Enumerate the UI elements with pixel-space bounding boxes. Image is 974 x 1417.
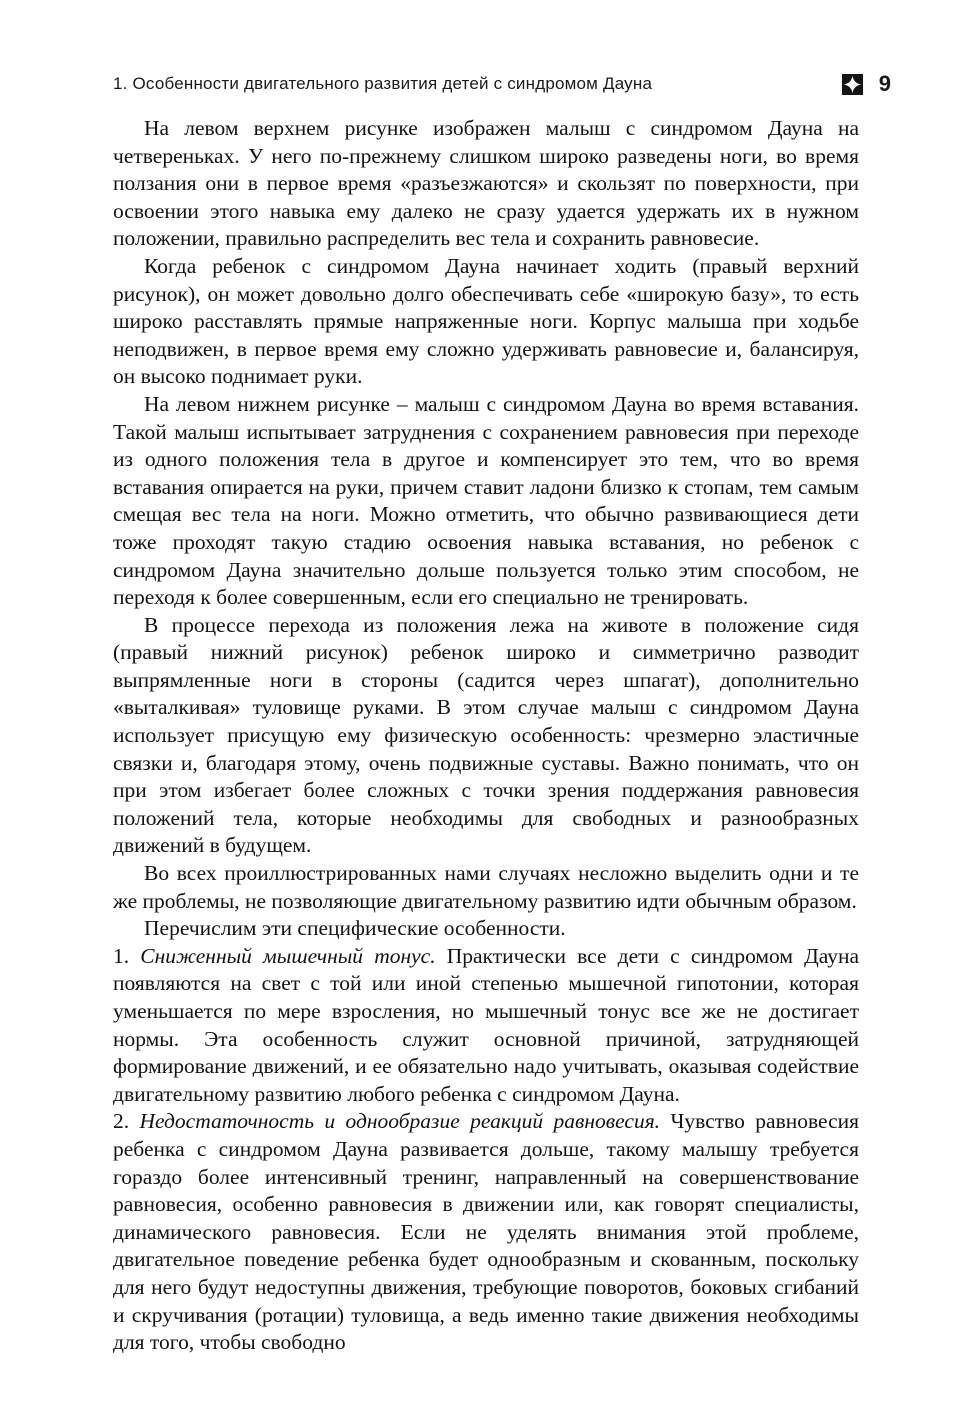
chapter-title: 1. Особенности двигательного развития детей с синдромом Дауна bbox=[113, 74, 653, 93]
paragraph-sitting-up: В процессе перехода из положения лежа на животе в положение сидя (правый нижний рисунок) ребенок широко и симметрично разводит выпрямленные ноги в стороны (садится через шпагат), дополнительно «выталкивая» туловище руками. В этом случае малыш с синдромом Дауна использует присущую ему физическую особенность: чрезмерно эластичные связки и, благодаря этому, очень подвижные суставы. Важно понимать, что он при этом избегает более сложных с точки зрения поддержания равновесия положений тела, которые необходимы для свободных и разнообразных движений в будущем. bbox=[113, 612, 859, 858]
list-item-text: Практически все дети с синдромом Дауна появляются на свет с той или иной степенью мышечной гипотонии, которая уменьшается по мере взросления, но мышечный тонус все же не достигает нормы. Эта особенность служит основной причиной, затрудняющей формирование движений, и ее обязательно надо учитывать, оказывая содействие двигательному развитию любого ребенка с синдромом Дауна. bbox=[113, 943, 860, 1106]
list-item-lead: Сниженный мышечный тонус. bbox=[140, 943, 436, 968]
list-item-lead: Недостаточность и однообразие реакций равновесия. bbox=[139, 1109, 661, 1134]
paragraph-list-intro: Перечислим эти специфические особенности. bbox=[144, 916, 566, 941]
paragraph-common-problems: Во всех проиллюстрированных нами случаях несложно выделить одни и те же проблемы, не позволяющие двигательному развитию идти обычным образом. bbox=[113, 861, 859, 913]
page-number: 9 bbox=[878, 71, 891, 96]
list-item-number: 2. bbox=[113, 1109, 130, 1134]
list-item-balance-reactions bbox=[113, 1108, 859, 1356]
list-item-muscle-tone bbox=[113, 943, 859, 1109]
list-item-number: 1. bbox=[113, 943, 130, 968]
page-header-right bbox=[842, 72, 891, 96]
paragraph-walking: Когда ребенок с синдромом Дауна начинает ходить (правый верхний рисунок), он может довольно долго обеспечивать себе «широкую базу», то есть широко расставлять прямые напряженные ноги. Корпус малыша при ходьбе неподвижен, в первое время ему сложно удерживать равновесие и, балансируя, он высоко поднимает руки. bbox=[113, 253, 859, 389]
sparkle-diamond-icon bbox=[842, 74, 863, 95]
page-header bbox=[113, 72, 891, 96]
paragraph-crawling: На левом верхнем рисунке изображен малыш с синдромом Дауна на четвереньках. У него по-прежнему слишком широко разведены ноги, во время ползания они в первое время «разъезжаются» и скользят по поверхности, при освоении этого навыка ему далеко не сразу удается удержать их в нужном положении, правильно распределить вес тела и сохранить равновесие. bbox=[113, 116, 859, 251]
paragraph-standing-up: На левом нижнем рисунке – малыш с синдромом Дауна во время вставания. Такой малыш испытывает затруднения с сохранением равновесия при переходе из одного положения тела в другое и компенсирует это тем, что во время вставания опирается на руки, причем ставит ладони близко к стопам, тем самым смещая вес тела на ноги. Можно отметить, что обычно развивающиеся дети тоже проходят такую стадию освоения навыка вставания, но ребенок с синдромом Дауна значительно дольше пользуется только этим способом, не переходя к более совершенным, если его специально не тренировать. bbox=[113, 391, 859, 610]
list-item-text: Чувство равновесия ребенка с синдромом Дауна развивается дольше, такому малышу требуется гораздо более интенсивный тренинг, направленный на совершенствование равновесия, особенно равновесия в движении или, как говорят специалисты, динамического равновесия. Если не уделять внимания этой проблеме, двигательное поведение ребенка будет однообразным и скованным, поскольку для него будут недоступны движения, требующие поворотов, боковых сгибаний и скручивания (ротации) туловища, а ведь именно такие движения необходимы для того, чтобы свободно bbox=[113, 1109, 860, 1355]
page-body-text bbox=[113, 115, 859, 1357]
